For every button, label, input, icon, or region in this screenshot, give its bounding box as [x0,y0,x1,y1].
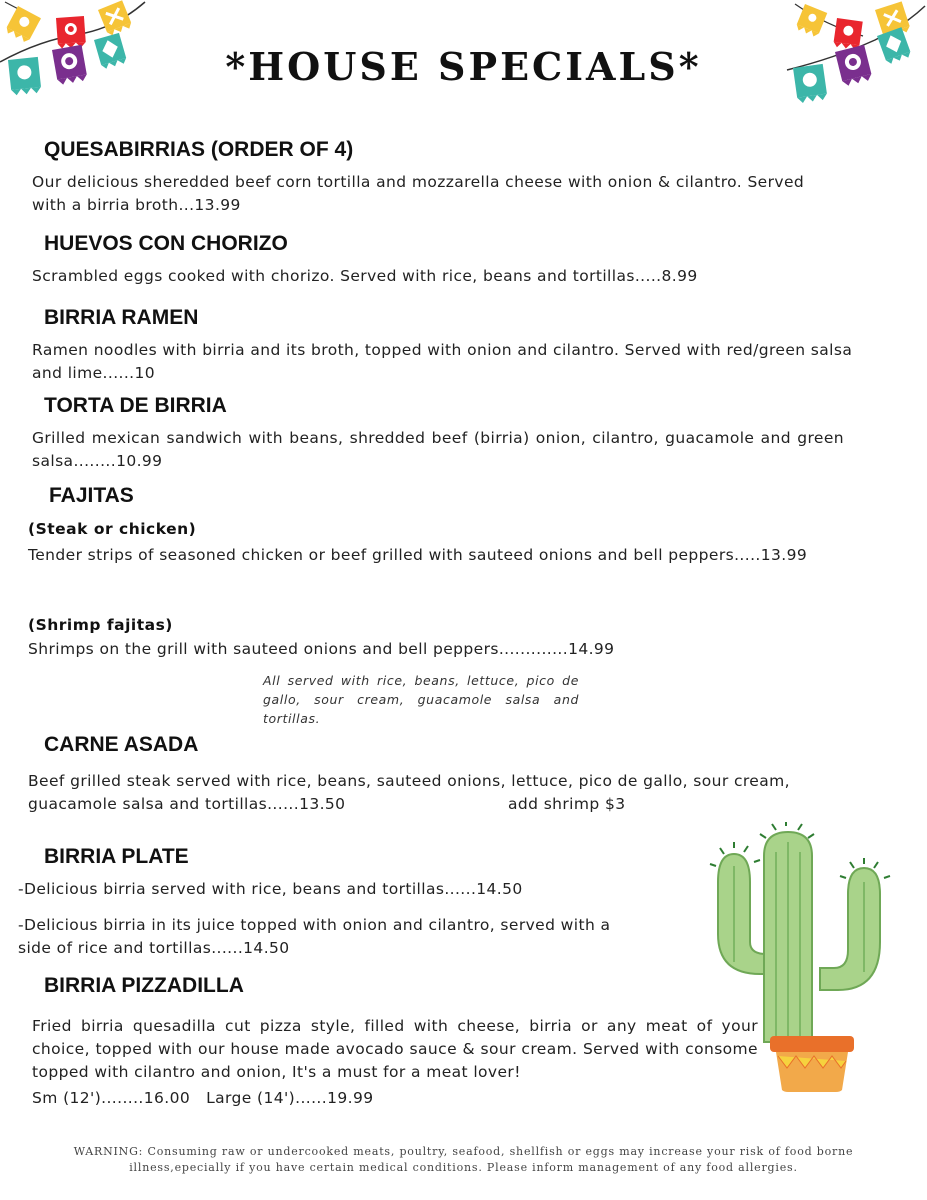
birria-plate-option-1: -Delicious birria served with rice, beans and tortillas......14.50 [18,880,523,898]
fajitas-steak-desc: Tender strips of seasoned chicken or beef grilled with sauteed onions and bell peppers.....13.99 [28,546,808,564]
item-title-fajitas: FAJITAS [49,484,134,507]
item-title-carne-asada: CARNE ASADA [44,733,199,756]
fajitas-served-with-note: All served with rice, beans, lettuce, pico de gallo, sour cream, guacamole salsa and tortillas. [263,673,579,726]
item-title-quesabirrias: QUESABIRRIAS (ORDER OF 4) [44,138,354,161]
item-desc-birria-pizzadilla: Fried birria quesadilla cut pizza style, filled with cheese, birria or any meat of your choice, topped with our house made avocado sauce & sour cream. Served with consome topped with cilantro and onion, It's a must for a meat lover! [32,1017,758,1081]
item-desc-carne-asada-line2: guacamole salsa and tortillas......13.50 [28,795,346,813]
item-desc-quesabirrias: Our delicious sheredded beef corn tortilla and mozzarella cheese with onion & cilantro. Served with a birria broth...13.99 [32,173,805,214]
item-title-birria-pizzadilla: BIRRIA PIZZADILLA [44,974,244,997]
item-desc-carne-asada-line1: Beef grilled steak served with rice, beans, sauteed onions, lettuce, pico de gallo, sour cream, [28,772,790,790]
fajitas-steak-label: (Steak or chicken) [28,520,197,538]
item-title-torta-de-birria: TORTA DE BIRRIA [44,394,227,417]
carne-asada-addon: add shrimp $3 [508,795,626,813]
food-safety-warning: WARNING: Consuming raw or undercooked meats, poultry, seafood, shellfish or eggs may increase your risk of food borne illness,epecially if you have certain medical conditions. Please inform management of any food allergies. [73,1145,854,1174]
item-title-birria-plate: BIRRIA PLATE [44,845,189,868]
item-title-huevos-con-chorizo: HUEVOS CON CHORIZO [44,232,288,255]
page-title: *HOUSE SPECIALS* [225,44,702,89]
fajitas-shrimp-label: (Shrimp fajitas) [28,616,173,634]
item-desc-birria-ramen: Ramen noodles with birria and its broth, topped with onion and cilantro. Served with red/green salsa and lime......10 [32,341,853,382]
cactus-icon [708,822,898,1092]
item-title-birria-ramen: BIRRIA RAMEN [44,306,199,329]
birria-plate-option-2: -Delicious birria in its juice topped with onion and cilantro, served with a side of rice and tortillas......14.50 [18,916,611,957]
item-desc-huevos-con-chorizo: Scrambled eggs cooked with chorizo. Served with rice, beans and tortillas.....8.99 [32,267,698,285]
fajitas-shrimp-desc: Shrimps on the grill with sauteed onions and bell peppers.............14.99 [28,640,615,658]
item-desc-torta-de-birria: Grilled mexican sandwich with beans, shredded beef (birria) onion, cilantro, guacamole and green salsa........10.99 [32,429,844,470]
birria-pizzadilla-sizes: Sm (12')........16.00 Large (14')......19.99 [32,1089,374,1107]
